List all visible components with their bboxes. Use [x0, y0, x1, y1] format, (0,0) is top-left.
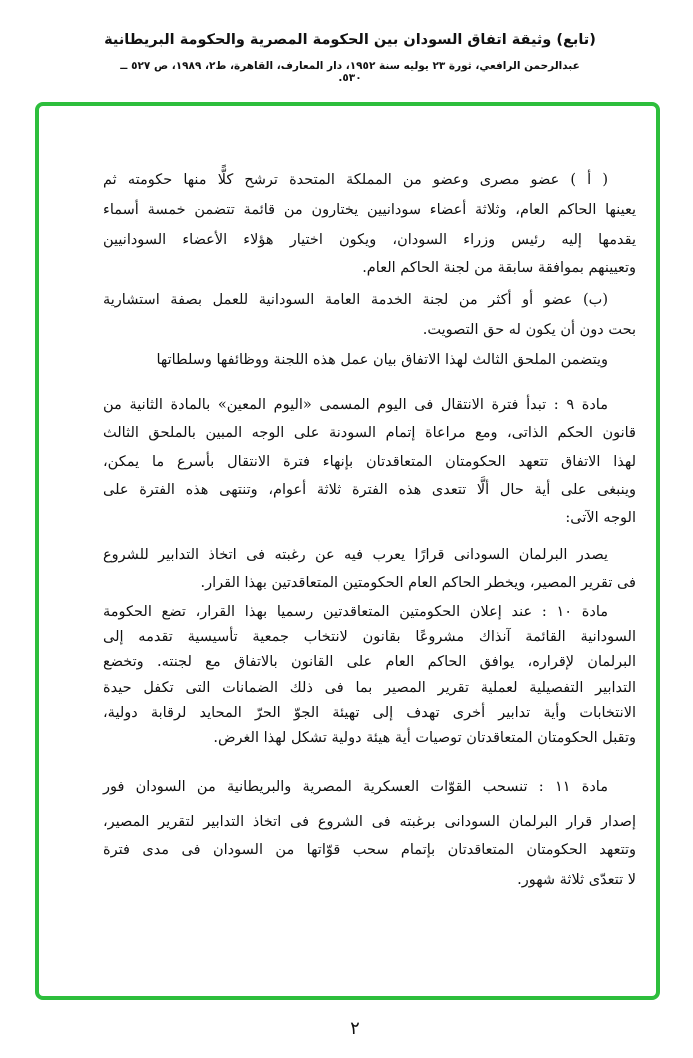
- text-line: البرلمان لإقراره، يوافق الحاكم العام على القانون بالاتفاق مع لجنته. وتخضع: [103, 654, 636, 670]
- text-line: يصدر البرلمان السودانى قرارًا يعرب فيه عن رغبته فى اتخاذ التدابير للشروع: [103, 547, 608, 563]
- text-line: وينبغى على أية حال ألَّا تتعدى هذه الفترة ثلاثة أعوام، وتنتهى هذه الفترة على: [103, 482, 636, 498]
- text-line: فى تقرير المصير، ويخطر الحاكم العام الحكومتين المتعاقدتين بهذا القرار.: [200, 575, 636, 591]
- text-line: بحت دون أن يكون له حق التصويت.: [422, 322, 636, 338]
- text-line: وتعيينهم بموافقة سابقة من لجنة الحاكم العام.: [362, 260, 636, 276]
- text-line: لا تتعدّى ثلاثة شهور.: [517, 872, 636, 888]
- text-line: لهذا الاتفاق تتعهد الحكومتان المتعاقدتان بإنهاء فترة الانتقال بأسرع ما يمكن،: [103, 454, 636, 470]
- text-line: التدابير التفصيلية لعملية تقرير المصير بما فى ذلك الضمانات التى تكفل حيدة: [103, 680, 636, 696]
- text-line: الانتخابات وأية تدابير أخرى تهدف إلى تهيئة الجوّ الحرّ المحايد لرقابة دولية،: [103, 705, 636, 721]
- text-line: السودانية القائمة آنذاك مشروعًا بقانون لانتخاب جمعية تأسيسية تقدمه إلى: [103, 629, 636, 645]
- source-citation: عبدالرحمن الرافعي، ثورة ٢٣ يوليه سنة ١٩٥٢، دار المعارف، القاهرة، ط٢، ١٩٨٩، ص ٥٢٧ ــ ٥٣٠.: [120, 60, 580, 84]
- text-line: قانون الحكم الذاتى، ومع مراعاة إتمام السودنة على الوجه المبين بالملحق الثالث: [103, 425, 636, 441]
- text-line: مادة ١١ : تنسحب القوّات العسكرية المصرية والبريطانية من السودان فور: [103, 779, 608, 795]
- text-line: (ب) عضو أو أكثر من لجنة الخدمة العامة السودانية للعمل بصفة استشارية: [103, 292, 608, 308]
- text-line: وتقبل الحكومتان المتعاقدتان توصيات أية هيئة دولية تشكل لهذا الغرض.: [213, 730, 636, 746]
- text-line: يقدمها إليه رئيس وزراء السودان، ويكون اختيار هؤلاء الأعضاء السودانيين: [103, 232, 636, 248]
- text-line: مادة ١٠ : عند إعلان الحكومتين المتعاقدتين رسميا بهذا القرار، تضع الحكومة: [103, 604, 608, 620]
- document-title: (تابع) وثيقة اتفاق السودان بين الحكومة المصرية والحكومة البريطانية: [104, 32, 596, 48]
- text-line: وتتعهد الحكومتان المتعاقدتان بإتمام سحب قوّاتها من السودان فى مدى فترة: [103, 842, 636, 858]
- text-line: إصدار قرار البرلمان السودانى برغبته فى الشروع فى اتخاذ التدابير لتقرير المصير،: [103, 814, 636, 830]
- text-line: الوجه الآتى:: [565, 510, 636, 526]
- text-line: ويتضمن الملحق الثالث لهذا الاتفاق بيان عمل هذه اللجنة ووظائفها وسلطاتها: [156, 352, 608, 368]
- page-number: ٢: [350, 1018, 360, 1039]
- text-line: يعينها الحاكم العام، وثلاثة أعضاء سودانيين يختارون من قائمة تتضمن خمسة أسماء: [103, 202, 636, 218]
- text-line: ( أ ) عضو مصرى وعضو من المملكة المتحدة ترشح كلًّا منها حكومته ثم: [103, 172, 608, 188]
- text-line: مادة ٩ : تبدأ فترة الانتقال فى اليوم المسمى «اليوم المعين» بالمادة الثانية من: [103, 397, 608, 413]
